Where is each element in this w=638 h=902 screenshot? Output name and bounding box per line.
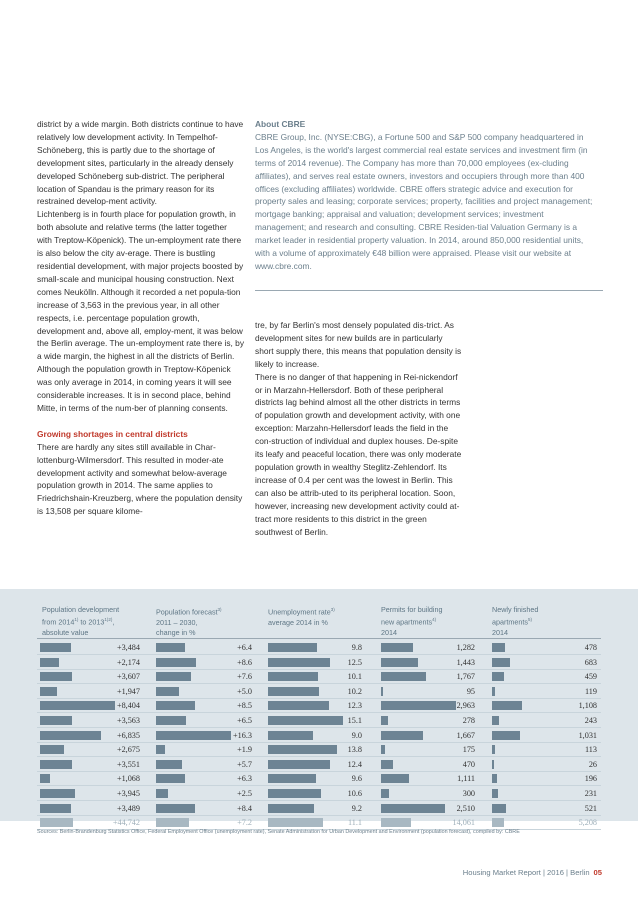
table-row: [0, 758, 638, 771]
table-row: [0, 656, 638, 669]
right-text-column: [255, 319, 462, 538]
permits-value: 1,767: [456, 672, 475, 682]
forecast-value: +8.6: [237, 657, 252, 667]
finished-bar: [492, 672, 504, 681]
population-value: +2,174: [116, 657, 140, 667]
finished-bar: [492, 716, 499, 725]
finished-bar: [492, 789, 498, 798]
permits-bar: [381, 760, 393, 769]
finished-bar: [492, 774, 497, 783]
population-value: +3,551: [116, 759, 140, 769]
table-row: [0, 670, 638, 683]
unemployment-value: 13.8: [347, 745, 362, 755]
finished-value: 1,108: [578, 701, 597, 711]
header-newly-finished: Newly finished apartments$^{5)}$ 2014: [492, 605, 539, 637]
sources-note: Sources: Berlin-Brandenburg Statistics Office, Federal Employment Office (unemployment rate), Senate Administration for Urban Development and Environment (population forecast), compiled by: CBRE: [37, 829, 520, 836]
footer-text: Housing Market Report | 2016 | Berlin: [462, 868, 590, 877]
finished-value: 26: [588, 759, 597, 769]
paragraph: There are hardly any sites still available in Char-lottenburg-Wilmersdorf. This resulted in moder-ate development activity and somewhat below-average population growth in 2014. The same applies to Friedrichshain-Kreuzberg, where the population density is 13,508 per square kilome-: [37, 441, 243, 517]
header-building-permits: Permits for building new apartments$^{4)}$ 2014: [381, 605, 443, 637]
unemployment-value: 12.5: [347, 657, 362, 667]
permits-value: 470: [462, 759, 475, 769]
population-value: +1,947: [116, 686, 140, 696]
finished-value: 231: [584, 789, 597, 798]
forecast-value: +6.3: [237, 774, 252, 784]
forecast-value: +5.0: [237, 686, 252, 696]
about-divider: [255, 290, 603, 291]
forecast-value: +6.4: [237, 643, 252, 652]
forecast-value: +5.7: [237, 759, 252, 769]
finished-bar: [492, 745, 495, 754]
finished-value: 243: [584, 716, 597, 725]
forecast-value: +16.3: [233, 730, 252, 740]
population-value: +8,404: [116, 701, 140, 711]
table-total-row: [0, 816, 638, 829]
unemployment-value: 9.0: [351, 730, 362, 740]
finished-value: 5,208: [578, 818, 597, 828]
table-header-divider: [37, 638, 601, 639]
forecast-bar: [156, 745, 165, 754]
finished-bar: [492, 643, 505, 652]
permits-bar: [381, 687, 383, 696]
unemployment-value: 12.3: [347, 701, 362, 711]
finished-value: 478: [584, 643, 597, 652]
permits-bar: [381, 716, 388, 725]
about-text: CBRE Group, Inc. (NYSE:CBG), a Fortune 500 and S&P 500 company headquartered in Los Angeles, is the world's largest commercial real estate services and investment firm (in terms of 2014 revenue). The Company has more than 70,000 employees (ex-cluding affiliates), and serves real estate owners, investors and occupiers through more than 400 offices (excluding affiliates) worldwide. CBRE offers strategic advice and execution for property sales and leasing; corporate services; property, facilities and project management; mortgage banking; appraisal and valuation; development services; investment management; and research and consulting. CBRE Residen-tial Valuation Germany is a market leader in residential property valuation. In 2014, around 850,000 residential units, with a volume of approximately €48 billion were appraised. Please visit our website at www.cbre.com.: [255, 131, 593, 271]
paragraph: Although the population growth in Treptow-Köpenick was only average in 2014, in coming years it will see considerable increases. It is in second place, behind Mitte, in terms of the num-ber of planning consents.: [37, 364, 232, 413]
unemployment-value: 9.8: [351, 643, 362, 652]
finished-value: 1,031: [578, 730, 597, 740]
permits-value: 95: [466, 686, 475, 696]
permits-value: 2,510: [456, 803, 475, 813]
finished-bar: [492, 818, 504, 827]
permits-bar: [381, 745, 385, 754]
table-row: [0, 641, 638, 654]
page-footer: [463, 868, 602, 877]
unemployment-value: 10.1: [347, 672, 362, 682]
finished-bar: [492, 760, 494, 769]
paragraph: There is no danger of that happening in Rei-nickendorf or in Marzahn-Hellersdorf. Both of these peripheral districts lag behind almost all the other districts in terms of population growth and development activity, with one exception: Marzahn-Hellersdorf leads the field in the con-struction of individual and duplex houses. De-spite its leafy and peaceful location, there was only moderate population growth in wealthy Steglitz-Zehlendorf. Its increase of 0.4 per cent was the lowest in Berlin. This can also be attrib-uted to its peripheral location. Soon, however, increasing new development activity could at-tract more residents to this district in the green southwest of Berlin.: [255, 371, 462, 537]
permits-value: 2,963: [456, 701, 475, 711]
permits-bar: [381, 789, 389, 798]
population-bar: [40, 687, 57, 696]
table-row: [0, 685, 638, 698]
forecast-value: +7.2: [237, 818, 252, 828]
permits-value: 278: [462, 716, 475, 725]
population-value: +3,945: [116, 789, 140, 798]
finished-value: 683: [584, 657, 597, 667]
population-value: +3,607: [116, 672, 140, 682]
paragraph: Lichtenberg is in fourth place for population growth, in both absolute and relative terms (the latter together with Treptow-Köpenick). The un-employment rate there is also below the city av-erage. There is bustling residential development, with major projects boosted by small-scale and municipal housing construction. Next comes Neukölln. Although it recorded a net popula-tion increase of 3,563 in the previous year, in all other respects, i.e. percentage population growth, development and, above all, employ-ment, it was below the Berlin average. The un-employment rate there is, by a wide margin, the highest in all the districts of Berlin.: [37, 209, 245, 362]
table-row: [0, 787, 638, 800]
permits-value: 1,111: [457, 774, 475, 784]
permits-value: 1,443: [456, 657, 475, 667]
forecast-value: +8.5: [237, 701, 252, 711]
permits-value: 175: [462, 745, 475, 755]
table-row: [0, 772, 638, 785]
forecast-value: +8.4: [237, 803, 252, 813]
unemployment-value: 12.4: [347, 759, 362, 769]
finished-value: 119: [585, 686, 597, 696]
permits-value: 1,282: [456, 643, 475, 652]
unemployment-value: 15.1: [347, 716, 362, 725]
population-value: +3,489: [116, 803, 140, 813]
finished-value: 196: [584, 774, 597, 784]
permits-value: 14,061: [452, 818, 475, 828]
finished-bar: [492, 658, 510, 667]
unemployment-value: 11.1: [347, 818, 362, 828]
about-title: About CBRE: [255, 119, 306, 129]
finished-bar: [492, 731, 520, 740]
population-value: +3,484: [116, 643, 140, 652]
unemployment-value: 10.2: [347, 686, 362, 696]
finished-value: 113: [585, 745, 597, 755]
header-unemployment-rate: Unemployment rate$^{3)}$ average 2014 in %: [268, 607, 335, 627]
population-value: +2,675: [116, 745, 140, 755]
population-value: +44,742: [112, 818, 140, 828]
finished-value: 521: [584, 803, 597, 813]
population-bar: [40, 774, 50, 783]
table-row: [0, 714, 638, 727]
population-value: +1,068: [116, 774, 140, 784]
forecast-value: +7.6: [237, 672, 252, 682]
paragraph: tre, by far Berlin's most densely populated dis-trict. As development sites for new builds are in particularly short supply there, this means that population density is likely to increase.: [255, 320, 462, 369]
population-value: +6,835: [116, 730, 140, 740]
finished-value: 459: [584, 672, 597, 682]
permits-value: 300: [462, 789, 475, 798]
permits-value: 1,667: [456, 730, 475, 740]
unemployment-value: 9.6: [351, 774, 362, 784]
header-population-development: Population development from 2014$^{1)}$ to $2013^{1)2)}$, absolute value: [42, 605, 120, 637]
paragraph: district by a wide margin. Both districts continue to have relatively low development activity. In Tempelhof-Schöneberg, this is partly due to the shortage of development sites, particularly in the already densely developed Schöneberg sub-district. The peripheral location of Spandau is the primary reason for its restrained develop-ment activity.: [37, 119, 244, 207]
finished-bar: [492, 687, 495, 696]
population-value: +3,563: [116, 716, 140, 725]
left-text-column: [37, 118, 244, 518]
forecast-bar: [156, 789, 168, 798]
finished-bar: [492, 804, 506, 813]
forecast-value: +1.9: [237, 745, 252, 755]
table-row: [0, 743, 638, 756]
table-row: [0, 729, 638, 742]
table-row: [0, 802, 638, 815]
unemployment-value: 10.6: [347, 789, 362, 798]
section-heading: Growing shortages in central districts: [37, 428, 188, 439]
header-population-forecast: Population forecast$^{3)}$ 2011 – 2030, change in %: [156, 607, 222, 637]
forecast-value: +6.5: [237, 716, 252, 725]
unemployment-value: 9.2: [351, 803, 362, 813]
page-number: 05: [593, 868, 602, 877]
population-bar: [40, 658, 59, 667]
forecast-value: +2.5: [237, 789, 252, 798]
table-row: [0, 699, 638, 712]
about-box: [255, 118, 595, 273]
